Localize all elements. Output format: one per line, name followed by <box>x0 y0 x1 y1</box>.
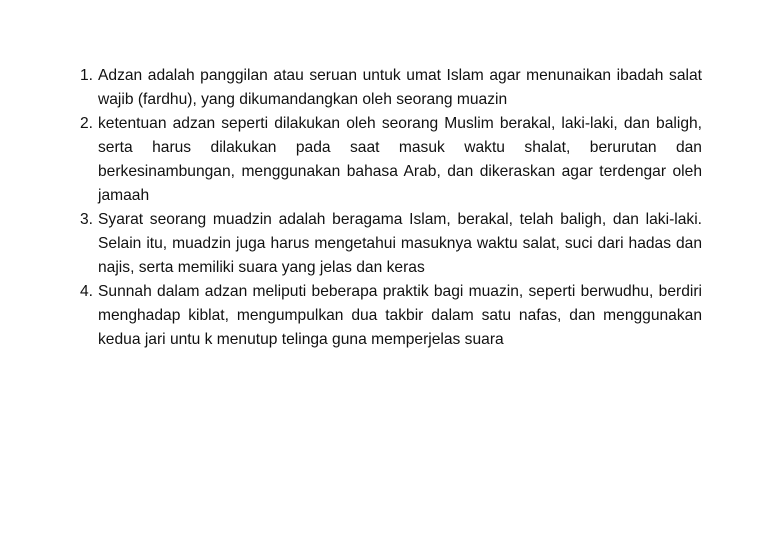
list-item-text: ketentuan adzan seperti dilakukan oleh seorang Muslim berakal, laki-laki, dan baligh, serta harus dilakukan pada saat masuk waktu shalat, berurutan dan berkesinambungan, menggunakan bahasa Arab, dan dikeraskan agar terdengar oleh jamaah <box>98 115 702 204</box>
list-item <box>80 208 702 280</box>
numbered-list <box>80 64 702 352</box>
list-item-number: 4. <box>80 283 94 300</box>
list-item-number: 3. <box>80 211 94 228</box>
list-item <box>80 280 702 352</box>
list-item-text: Syarat seorang muadzin adalah beragama Islam, berakal, telah baligh, dan laki-laki. Selain itu, muadzin juga harus mengetahui masuknya waktu salat, suci dari hadas dan najis, serta memiliki suara yang jelas dan keras <box>98 211 702 276</box>
list-item-text: Adzan adalah panggilan atau seruan untuk umat Islam agar menunaikan ibadah salat wajib (fardhu), yang dikumandangkan oleh seorang muazin <box>98 67 702 108</box>
list-item-number: 2. <box>80 115 94 132</box>
list-item <box>80 112 702 208</box>
list-item-text: Sunnah dalam adzan meliputi beberapa praktik bagi muazin, seperti berwudhu, berdiri menghadap kiblat, mengumpulkan dua takbir dalam satu nafas, dan menggunakan kedua jari untu k menutup telinga guna memperjelas suara <box>98 283 702 348</box>
list-item-number: 1. <box>80 67 94 84</box>
list-item <box>80 64 702 112</box>
